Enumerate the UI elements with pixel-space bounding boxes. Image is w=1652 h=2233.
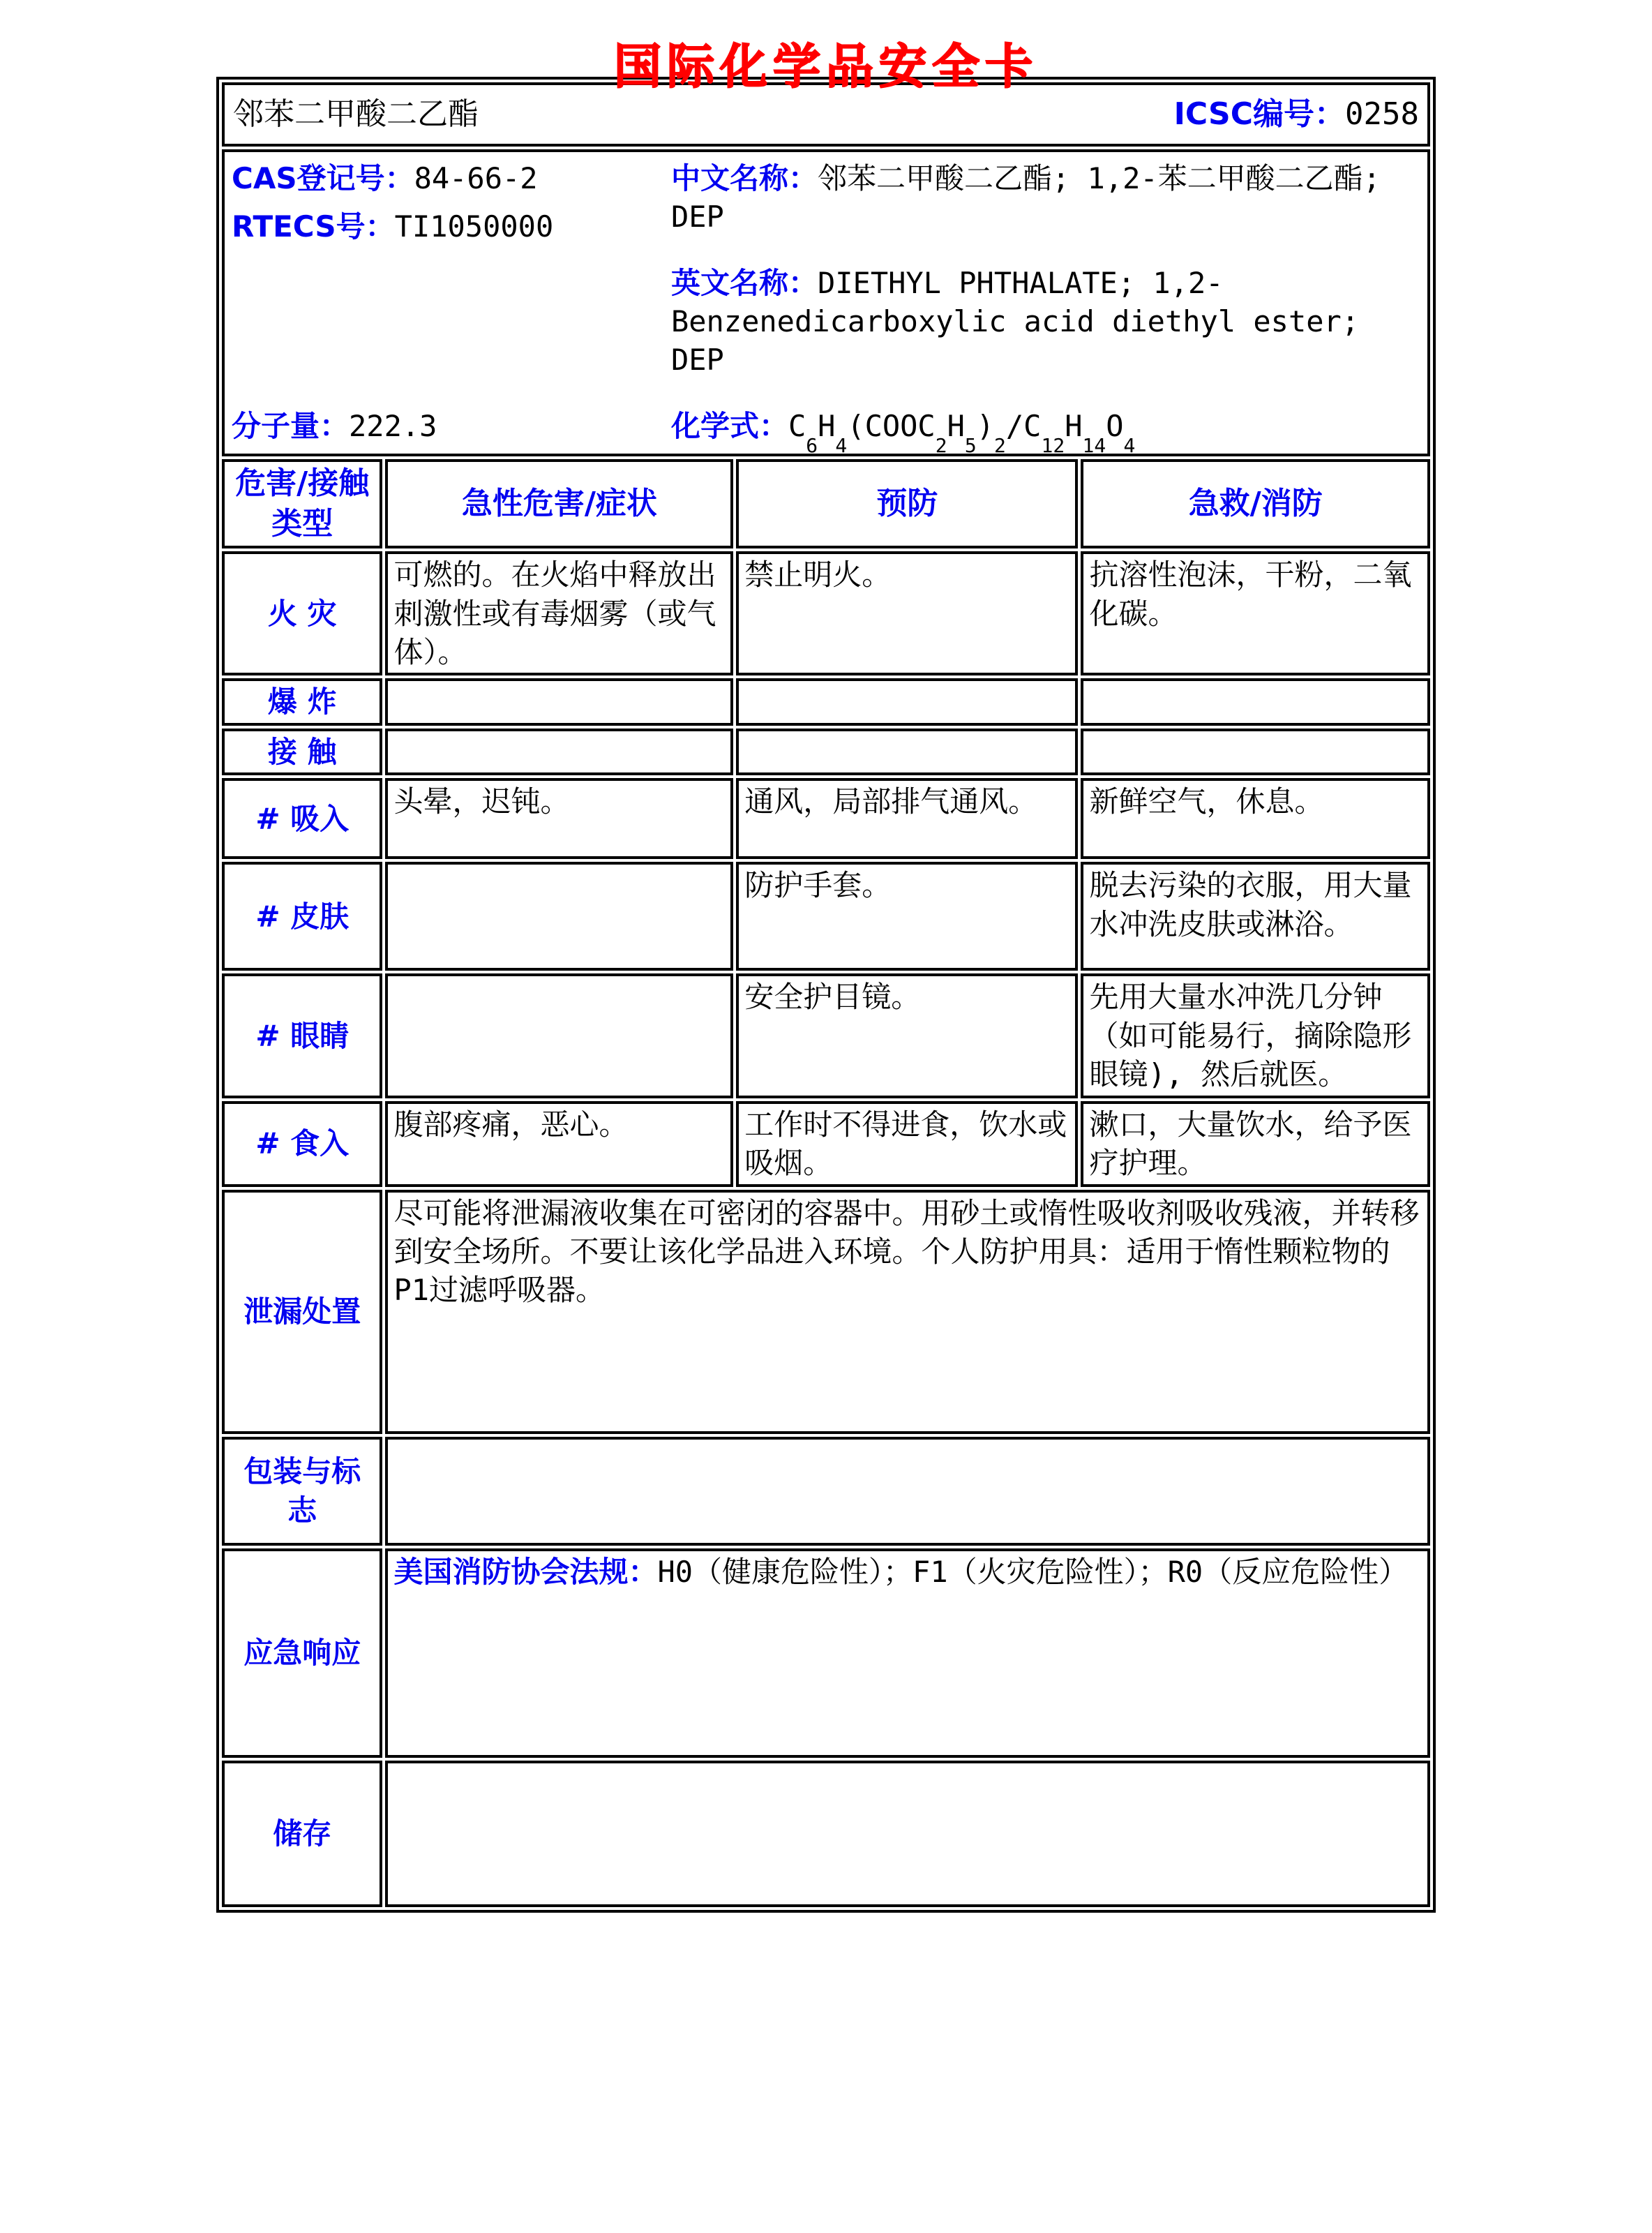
skin-hazard-cell [385, 862, 733, 971]
cas-label: CAS登记号： [232, 161, 414, 195]
english-name-value: DIETHYL PHTHALATE; 1,2-Benzenedicarboxylic acid diethyl ester; DEP [670, 265, 1360, 378]
row-label-packaging: 包装与标志 [222, 1437, 382, 1546]
cas-value: 84-66-2 [414, 161, 538, 195]
icsc-card-table [216, 77, 1436, 1913]
storage-content-cell [385, 1761, 1430, 1907]
row-label-skin: # 皮肤 [222, 862, 382, 971]
cas-number-line [232, 159, 671, 197]
icsc-number: 0258 [1345, 96, 1419, 132]
row-label-fire: 火 灾 [222, 551, 382, 675]
inhalation-hazard-cell: 头晕，迟钝。 [385, 778, 733, 859]
row-label-storage: 储存 [222, 1761, 382, 1907]
explosion-response-cell [1081, 678, 1430, 725]
row-label-spillage: 泄漏处置 [222, 1190, 382, 1434]
ingestion-hazard-cell: 腹部疼痛，恶心。 [385, 1101, 733, 1187]
formula-value: $C_6H_4(COOC_2H_5)_2/C_{12}H_{14}O_4$ [788, 408, 1136, 456]
eyes-response-cell: 先用大量水冲洗几分钟（如可能易行，摘除隐形眼镜), 然后就医。 [1081, 973, 1430, 1098]
table-row-packaging [222, 1437, 1430, 1546]
table-row-inhalation [222, 778, 1430, 859]
exposure-hazard-cell [385, 729, 733, 775]
chemical-name: 邻苯二甲酸二乙酯 [233, 96, 479, 132]
identifiers-block [230, 154, 671, 452]
row-label-explosion: 爆 炸 [222, 678, 382, 725]
fire-prevention-cell: 禁止明火。 [736, 551, 1078, 675]
spillage-content-cell [385, 1190, 1430, 1434]
ingestion-prevention-cell: 工作时不得进食，饮水或吸烟。 [736, 1101, 1078, 1187]
explosion-hazard-cell [385, 678, 733, 725]
rtecs-number-line [232, 207, 671, 246]
mw-label: 分子量： [232, 408, 350, 443]
page-title: 国际化学品安全卡 [613, 40, 1038, 95]
table-row-fire [222, 551, 1430, 675]
row-label-inhalation: # 吸入 [222, 778, 382, 859]
icsc-label: ICSC编号： [1173, 96, 1346, 132]
rtecs-label: RTECS号： [232, 209, 395, 244]
chinese-name-value: 邻苯二甲酸二乙酯; 1,2-苯二甲酸二乙酯; DEP [670, 161, 1381, 234]
exposure-response-cell [1081, 729, 1430, 775]
column-header-first-aid: 急救/消防 [1081, 459, 1430, 548]
names-block [670, 154, 1422, 456]
column-header-hazard-type: 危害/接触 类型 [222, 459, 382, 548]
fire-response-cell: 抗溶性泡沫，干粉，二氧化碳。 [1081, 551, 1430, 675]
eyes-hazard-cell [385, 973, 733, 1098]
table-row-storage [222, 1761, 1430, 1907]
skin-response-cell: 脱去污染的衣服，用大量水冲洗皮肤或淋浴。 [1081, 862, 1430, 971]
chemical-formula-line [670, 407, 1422, 456]
spillage-text: 尽可能将泄漏液收集在可密闭的容器中。用砂土或惰性吸收剂吸收残液，并转移到安全场所。不要让该化学品进入环境。个人防护用具：适用于惰性颗粒物的P1过滤呼吸器。 [393, 1195, 1420, 1308]
inhalation-prevention-cell: 通风，局部排气通风。 [736, 778, 1078, 859]
english-name-label: 英文名称： [670, 265, 818, 300]
icsc-number-field [1174, 94, 1419, 135]
skin-prevention-cell: 防护手套。 [736, 862, 1078, 971]
table-row-emergency-response [222, 1548, 1430, 1758]
nfpa-code-text: H0（健康危险性）；F1（火灾危险性）；R0（反应危险性） [657, 1554, 1409, 1589]
row-label-emergency-response: 应急响应 [222, 1548, 382, 1758]
emergency-response-content-cell [385, 1548, 1430, 1758]
english-name-line [671, 264, 1422, 380]
rtecs-value: TI1050000 [394, 209, 554, 244]
formula-label: 化学式： [670, 408, 788, 443]
explosion-prevention-cell [736, 678, 1078, 725]
table-row-spillage [222, 1190, 1430, 1434]
packaging-content-cell [385, 1437, 1430, 1546]
chinese-name-line [671, 159, 1422, 237]
eyes-prevention-cell: 安全护目镜。 [736, 973, 1078, 1098]
row-label-ingestion: # 食入 [222, 1101, 382, 1187]
table-row-explosion [222, 678, 1430, 725]
row-label-exposure: 接 触 [222, 729, 382, 775]
table-row-exposure [222, 729, 1430, 775]
fire-hazard-cell: 可燃的。在火焰中释放出刺激性或有毒烟雾（或气体）。 [385, 551, 733, 675]
mw-value: 222.3 [349, 408, 437, 443]
molecular-weight-line [232, 407, 671, 445]
row-label-eyes: # 眼睛 [222, 973, 382, 1098]
inhalation-response-cell: 新鲜空气，休息。 [1081, 778, 1430, 859]
table-row-skin [222, 862, 1430, 971]
table-row [222, 149, 1430, 456]
table-header-row [222, 459, 1430, 548]
column-header-acute-hazards: 急性危害/症状 [385, 459, 733, 548]
ingestion-response-cell: 漱口，大量饮水，给予医疗护理。 [1081, 1101, 1430, 1187]
column-header-prevention: 预防 [736, 459, 1078, 548]
table-row-eyes [222, 973, 1430, 1098]
table-row-ingestion [222, 1101, 1430, 1187]
spacer [232, 256, 671, 407]
nfpa-code-label: 美国消防协会法规： [393, 1554, 658, 1589]
chinese-name-label: 中文名称： [670, 161, 818, 195]
exposure-prevention-cell [736, 729, 1078, 775]
